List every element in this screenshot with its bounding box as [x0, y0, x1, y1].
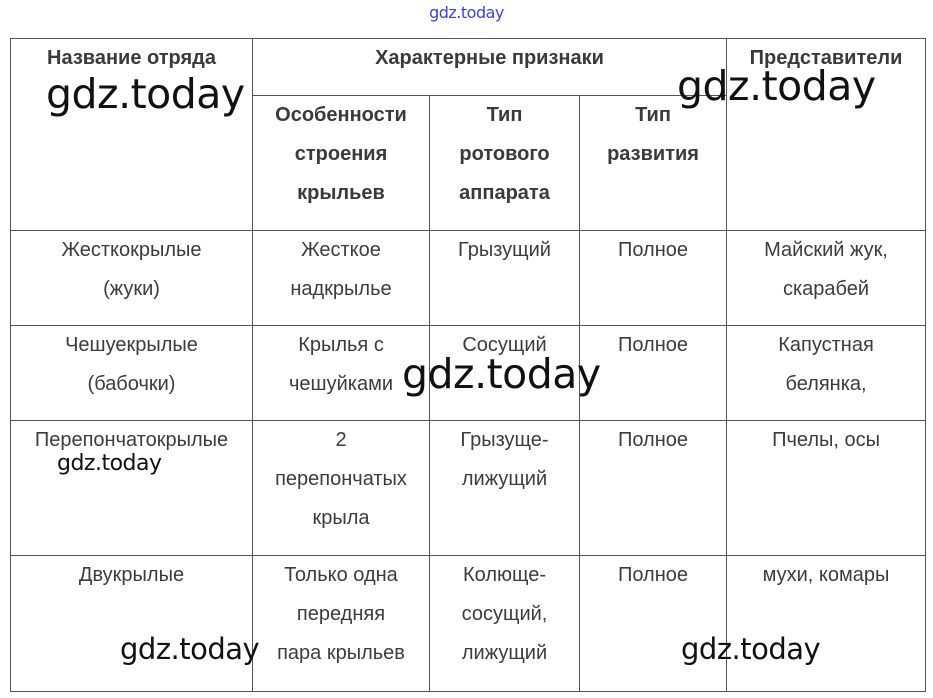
header-line: Особенности	[275, 104, 407, 126]
cell-order: Перепончатокрылые	[11, 421, 253, 556]
cell-development: Полное	[580, 556, 727, 692]
table-row-beetles	[11, 231, 926, 326]
header-line: аппарата	[459, 182, 550, 204]
watermark-top: gdz.today	[429, 3, 504, 22]
cell-mouth: Грызущий	[430, 231, 580, 326]
cell-mouth: Грызуще- лижущий	[430, 421, 580, 556]
cell-representatives: Капустная белянка,	[727, 326, 926, 421]
cell-order: Чешуекрылые (бабочки)	[11, 326, 253, 421]
cell-development: Полное	[580, 231, 727, 326]
header-order-name: Название отряда	[11, 39, 253, 231]
cell-representatives: мухи, комары	[727, 556, 926, 692]
table-row-diptera	[11, 556, 926, 692]
header-line: Тип	[635, 104, 671, 126]
header-representatives: Представители	[727, 39, 926, 231]
cell-order: Жесткокрылые (жуки)	[11, 231, 253, 326]
cell-wings: 2 перепончатых крыла	[253, 421, 430, 556]
cell-mouth: Колюще- сосущий, лижущий	[430, 556, 580, 692]
watermark-left-header: gdz.today	[46, 70, 245, 118]
cell-wings: Крылья с чешуйками	[253, 326, 430, 421]
header-characteristics: Характерные признаки	[253, 39, 727, 96]
header-line: строения	[294, 143, 388, 165]
header-mouth-type	[430, 96, 580, 231]
cell-wings: Жесткое надкрылье	[253, 231, 430, 326]
cell-mouth: Сосущий	[430, 326, 580, 421]
header-line: крыльев	[297, 182, 385, 204]
cell-wings: Только одна передняя пара крыльев	[253, 556, 430, 692]
watermark-row3: gdz.today	[57, 451, 162, 476]
header-wing-structure	[253, 96, 430, 231]
header-line: развития	[607, 143, 699, 165]
cell-order: Двукрылые	[11, 556, 253, 692]
cell-representatives: Пчелы, осы	[727, 421, 926, 556]
watermark-bottom-left: gdz.today	[120, 632, 260, 666]
watermark-center: gdz.today	[402, 350, 601, 398]
cell-representatives: Майский жук, скарабей	[727, 231, 926, 326]
header-line: Тип	[486, 104, 523, 126]
cell-development: Полное	[580, 326, 727, 421]
watermark-bottom-right: gdz.today	[681, 632, 821, 666]
header-line: ротового	[459, 143, 550, 165]
cell-development: Полное	[580, 421, 727, 556]
watermark-right-header: gdz.today	[677, 62, 876, 110]
table-row-hymenoptera	[11, 421, 926, 556]
header-development-type	[580, 96, 727, 231]
